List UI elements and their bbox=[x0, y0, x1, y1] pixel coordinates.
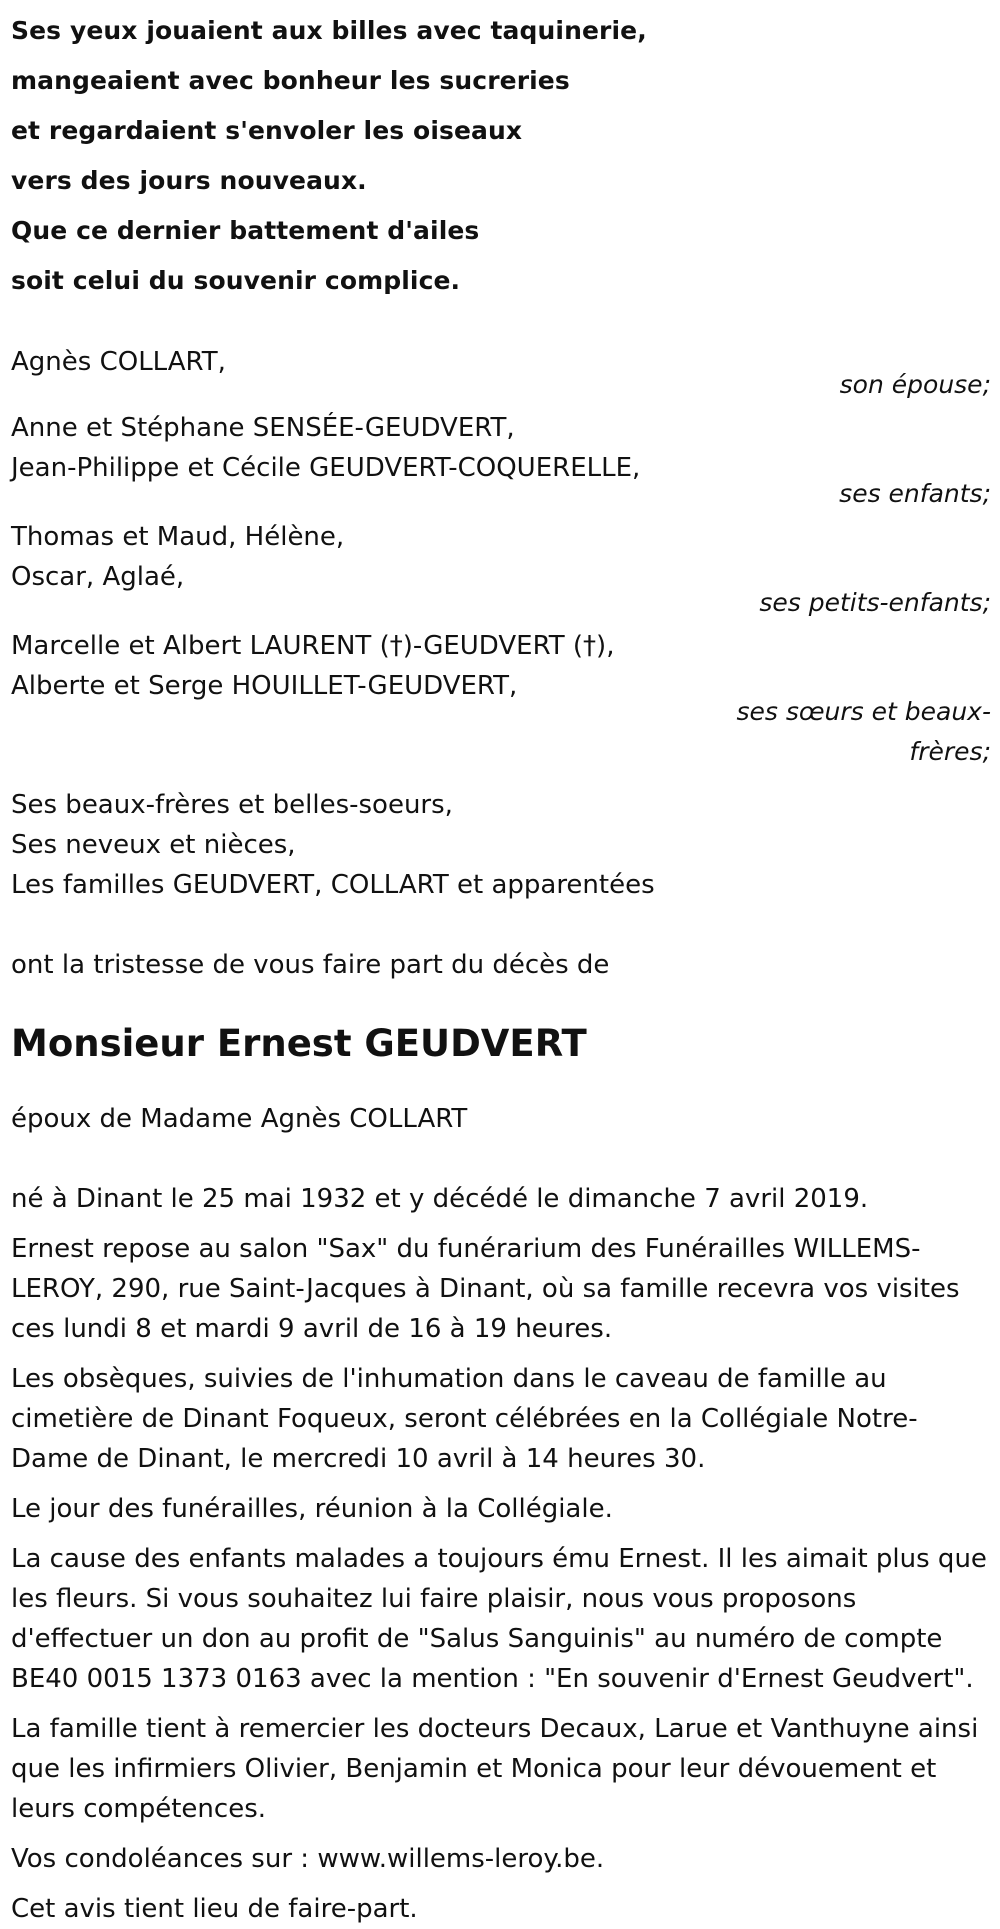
family-name-line: Agnès COLLART, bbox=[11, 347, 226, 377]
poem-line: Ses yeux jouaient aux billes avec taquinerie, bbox=[11, 16, 647, 45]
poem-line: soit celui du souvenir complice. bbox=[11, 266, 461, 295]
family-entry-children bbox=[11, 408, 991, 514]
family-name-line: Ses beaux-frères et belles-soeurs, bbox=[11, 790, 453, 820]
family-role: son épouse; bbox=[839, 370, 991, 399]
details-paragraph: Le jour des funérailles, réunion à la Collégiale. bbox=[11, 1494, 613, 1524]
details-paragraph: Ernest repose au salon "Sax" du funérarium des Funérailles WILLEMS-LEROY, 290, rue Saint-Jacques à Dinant, où sa famille recevra vos visites ces lundi 8 et mardi 9 avril de 16 à 19 heures. bbox=[11, 1234, 960, 1344]
details-paragraph: Les obsèques, suivies de l'inhumation dans le caveau de famille au cimetière de Dinant Foqueux, seront célébrées en la Collégiale Notre-Dame de Dinant, le mercredi 10 avril à 14 heures 30. bbox=[11, 1364, 918, 1474]
family-name-line: Anne et Stéphane SENSÉE-GEUDVERT, bbox=[11, 413, 515, 443]
poem-line: et regardaient s'envoler les oiseaux bbox=[11, 116, 523, 145]
family-entry-others bbox=[11, 785, 991, 905]
family-role: ses petits-enfants; bbox=[759, 588, 991, 617]
family-name-line: Thomas et Maud, Hélène, bbox=[11, 522, 345, 552]
announcement-text: ont la tristesse de vous faire part du décès de bbox=[11, 950, 610, 980]
poem-line: mangeaient avec bonheur les sucreries bbox=[11, 66, 570, 95]
spouse-line: époux de Madame Agnès COLLART bbox=[11, 1104, 468, 1134]
poem bbox=[11, 6, 991, 306]
details-paragraph: La cause des enfants malades a toujours ému Ernest. Il les aimait plus que les fleurs. Si vous souhaitez lui faire plaisir, nous vous proposons d'effectuer un don au profit de "Salus Sanguinis" au numéro de compte BE40 0015 1373 0163 avec la mention : "En souvenir d'Ernest Geudvert". bbox=[11, 1544, 987, 1694]
family-name-line: Marcelle et Albert LAURENT (†)-GEUDVERT (†), bbox=[11, 631, 615, 661]
family-name-line: Alberte et Serge HOUILLET-GEUDVERT, bbox=[11, 671, 518, 701]
family-name-line: Jean-Philippe et Cécile GEUDVERT-COQUERELLE, bbox=[11, 453, 641, 483]
poem-line: vers des jours nouveaux. bbox=[11, 166, 367, 195]
family-entry-spouse bbox=[11, 342, 991, 405]
family-role: ses enfants; bbox=[839, 479, 991, 508]
details-paragraph: Cet avis tient lieu de faire-part. bbox=[11, 1894, 418, 1924]
family-role-text: ses sœurs et beaux-frères; bbox=[736, 697, 991, 766]
obituary-page bbox=[11, 0, 991, 1929]
family-name-line: Oscar, Aglaé, bbox=[11, 562, 185, 592]
family-entry-siblings bbox=[11, 626, 991, 772]
family-entry-grandchildren bbox=[11, 517, 991, 623]
details bbox=[11, 1179, 991, 1929]
deceased-name: Monsieur Ernest GEUDVERT bbox=[11, 1022, 587, 1065]
details-paragraph: Vos condoléances sur : www.willems-leroy.be. bbox=[11, 1844, 605, 1874]
poem-line: Que ce dernier battement d'ailes bbox=[11, 216, 480, 245]
details-paragraph: né à Dinant le 25 mai 1932 et y décédé le dimanche 7 avril 2019. bbox=[11, 1184, 869, 1214]
family-name-line: Les familles GEUDVERT, COLLART et apparentées bbox=[11, 870, 655, 900]
family-name-line: Ses neveux et nièces, bbox=[11, 830, 296, 860]
details-paragraph: La famille tient à remercier les docteurs Decaux, Larue et Vanthuyne ainsi que les infirmiers Olivier, Benjamin et Monica pour leur dévouement et leurs compétences. bbox=[11, 1714, 979, 1824]
